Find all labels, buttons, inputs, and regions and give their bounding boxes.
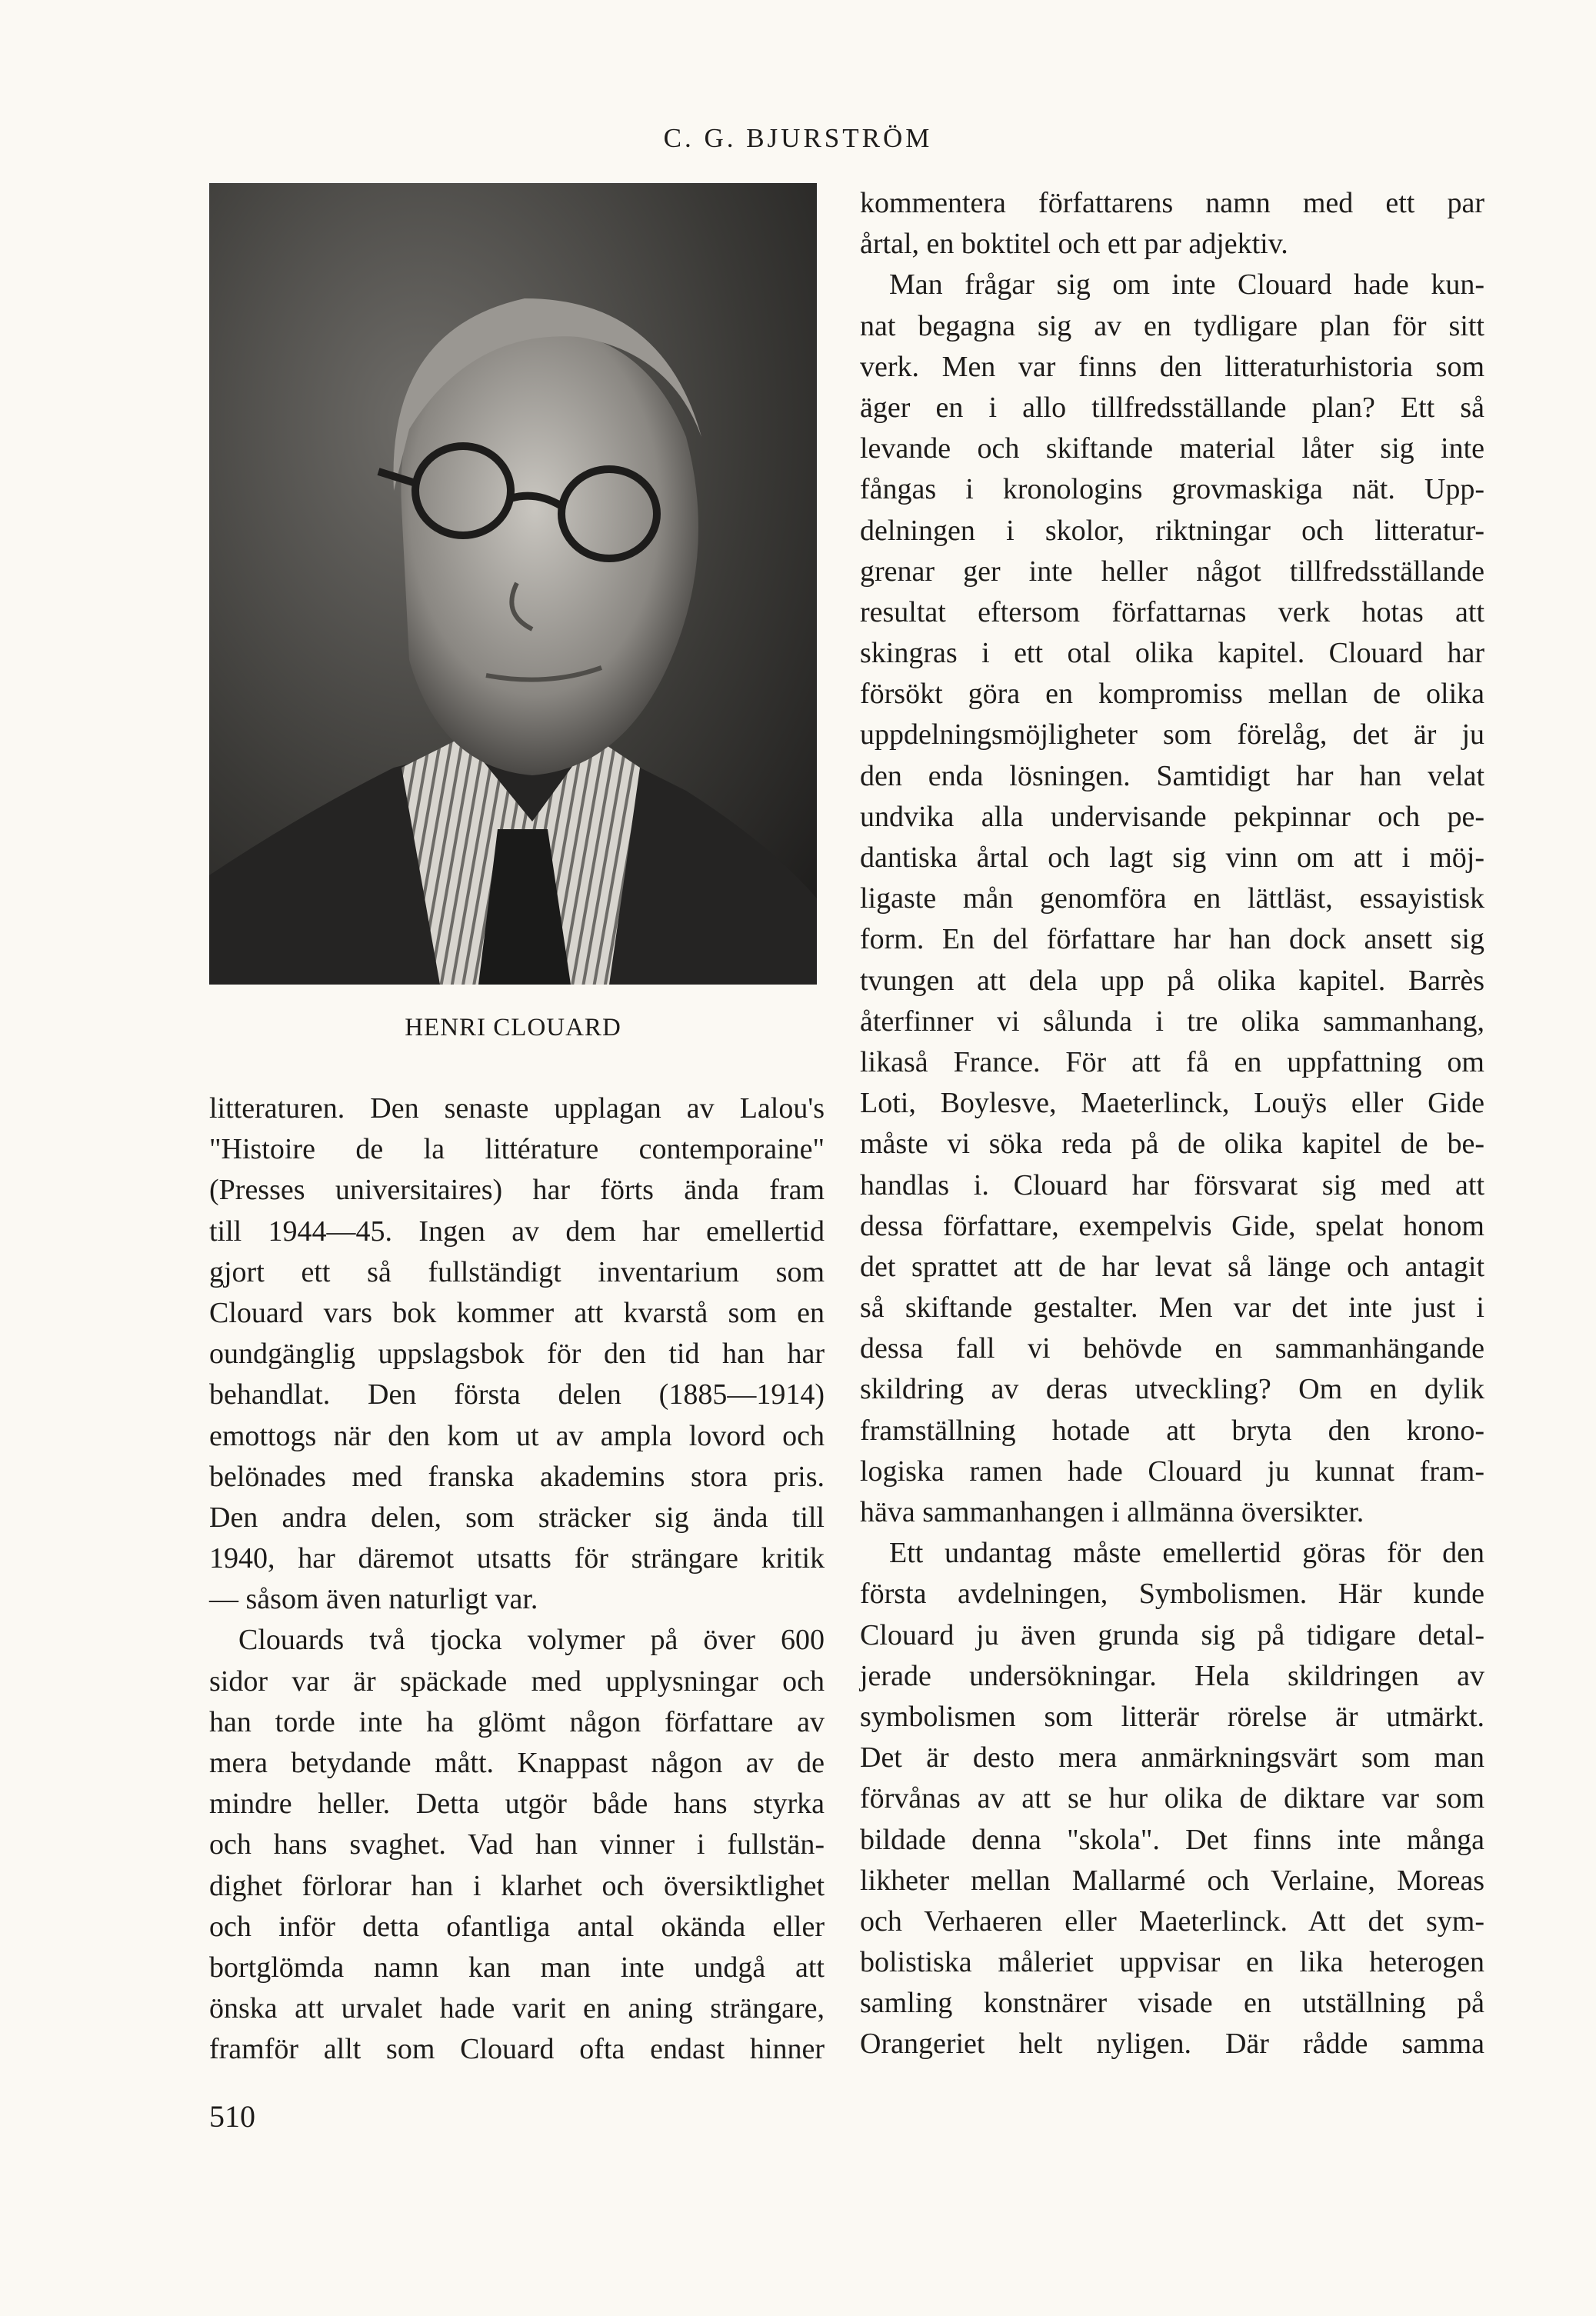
text-line: handlas i. Clouard har försvarat sig med att: [860, 1168, 1484, 1201]
text-line: emottogs när den kom ut av ampla lovord och: [209, 1419, 825, 1452]
text-line: resultat eftersom författarnas verk hotas att: [860, 595, 1484, 628]
text-line: Man frågar sig om inte Clouard hade kun-: [889, 268, 1484, 302]
text-line: skildring av deras utveckling? Om en dylik: [860, 1373, 1484, 1406]
text-line: dessa författare, exempelvis Gide, spelat honom: [860, 1209, 1484, 1242]
text-line: framför allt som Clouard ofta endast hinner: [209, 2033, 825, 2066]
text-line: grenar ger inte heller något tillfredsställande: [860, 555, 1484, 588]
text-line: mera betydande mått. Knappast någon av de: [209, 1747, 825, 1779]
text-line: form. En del författare har han dock ansett sig: [860, 923, 1484, 956]
text-line: "Histoire de la littérature contemporaine": [209, 1133, 825, 1166]
portrait-photo: [209, 183, 817, 985]
text-line: oundgänglig uppslagsbok för den tid han har: [209, 1338, 825, 1371]
text-line: till 1944—45. Ingen av dem har emellertid: [209, 1215, 825, 1248]
text-line: fångas i kronologins grovmaskiga nät. Upp-: [860, 473, 1484, 506]
text-line: likheter mellan Mallarmé och Verlaine, Moreas: [860, 1864, 1484, 1897]
text-line: det sprattet att de har levat så länge och antagit: [860, 1250, 1484, 1283]
text-line: (Presses universitaires) har förts ända fram: [209, 1174, 825, 1207]
text-line: verk. Men var finns den litteraturhistoria som: [860, 350, 1484, 383]
text-line: dighet förlorar han i klarhet och översiktlighet: [209, 1869, 825, 1902]
text-line: skingras i ett otal olika kapitel. Clouard har: [860, 637, 1484, 670]
text-line: 1940, har däremot utsatts för strängare kritik: [209, 1542, 825, 1575]
text-line: Orangeriet helt nyligen. Där rådde samma: [860, 2028, 1484, 2061]
text-line: försökt göra en kompromiss mellan de olika: [860, 678, 1484, 711]
text-line: symbolismen som litterär rörelse är utmärkt.: [860, 1700, 1484, 1733]
text-line: den enda lösningen. Samtidigt har han velat: [860, 759, 1484, 792]
text-line: nat begagna sig av en tydligare plan för sitt: [860, 309, 1484, 342]
text-line: bolistiska måleriet uppvisar en lika heterogen: [860, 1946, 1484, 1979]
text-line: Clouard ju även grunda sig på tidigare detal-: [860, 1618, 1484, 1651]
text-line: gjort ett så fullständigt inventarium som: [209, 1255, 825, 1288]
text-line: och hans svaghet. Vad han vinner i fullstän-: [209, 1828, 825, 1861]
text-line: återfinner vi sålunda i tre olika sammanhang,: [860, 1005, 1484, 1038]
text-line: ligaste mån genomföra en lättläst, essayistisk: [860, 882, 1484, 915]
text-line: levande och skiftande material låter sig inte: [860, 432, 1484, 465]
text-line: mindre heller. Detta utgör både hans styrka: [209, 1788, 825, 1821]
text-line: förvånas av att se hur olika de diktare var som: [860, 1782, 1484, 1815]
text-line: likaså France. För att få en uppfattning om: [860, 1045, 1484, 1078]
right-text-column: [860, 183, 1484, 2065]
text-line: sidor var är späckade med upplysningar och: [209, 1665, 825, 1698]
text-line: dantiska årtal och lagt sig vinn om att i möj-: [860, 841, 1484, 874]
text-line: häva sammanhangen i allmänna översikter.: [860, 1496, 1364, 1528]
text-line: kommentera författarens namn med ett par: [860, 187, 1484, 219]
text-line: han torde inte ha glömt någon författare av: [209, 1705, 825, 1738]
running-header: C. G. BJURSTRÖM: [663, 123, 933, 153]
text-line: äger en i allo tillfredsställande plan? Ett så: [860, 391, 1484, 424]
text-line: årtal, en boktitel och ett par adjektiv.: [860, 228, 1288, 261]
text-line: uppdelningsmöjligheter som förelåg, det är ju: [860, 718, 1484, 751]
text-line: så skiftande gestalter. Men var det inte just i: [860, 1291, 1484, 1325]
left-text-column: [209, 1088, 825, 2071]
text-line: framställning hotade att bryta den krono-: [860, 1414, 1484, 1447]
portrait-image: [209, 183, 817, 985]
text-line: behandlat. Den första delen (1885—1914): [209, 1378, 825, 1411]
text-line: dessa fall vi behövde en sammanhängande: [860, 1332, 1484, 1365]
text-line: bortglömda namn kan man inte undgå att: [209, 1951, 825, 1984]
text-line: litteraturen. Den senaste upplagan av Lalou's: [209, 1092, 825, 1125]
text-line: jerade undersökningar. Hela skildringen av: [860, 1659, 1484, 1692]
text-line: delningen i skolor, riktningar och litteratur-: [860, 514, 1484, 547]
text-line: — såsom även naturligt var.: [209, 1583, 538, 1616]
text-line: Clouard vars bok kommer att kvarstå som en: [209, 1296, 825, 1329]
text-line: tvungen att dela upp på olika kapitel. Barrès: [860, 964, 1484, 997]
photo-caption: HENRI CLOUARD: [405, 1014, 621, 1041]
text-line: undvika alla undervisande pekpinnar och pe-: [860, 800, 1484, 833]
text-line: logiska ramen hade Clouard ju kunnat fram-: [860, 1455, 1484, 1488]
text-line: och inför detta ofantliga antal okända eller: [209, 1910, 825, 1943]
text-line: Den andra delen, som sträcker sig ända till: [209, 1501, 825, 1534]
text-line: första avdelningen, Symbolismen. Här kunde: [860, 1578, 1484, 1611]
text-line: och Verhaeren eller Maeterlinck. Att det sym-: [860, 1904, 1484, 1938]
text-line: Loti, Boylesve, Maeterlinck, Louÿs eller Gide: [860, 1087, 1484, 1120]
text-line: Clouards två tjocka volymer på över 600: [238, 1624, 825, 1657]
text-line: bildade denna "skola". Det finns inte många: [860, 1823, 1484, 1856]
text-line: Ett undantag måste emellertid göras för den: [889, 1537, 1484, 1570]
page-number: 510: [209, 2099, 255, 2134]
text-line: belönades med franska akademins stora pris.: [209, 1460, 825, 1493]
text-line: måste vi söka reda på de olika kapitel de be-: [860, 1128, 1484, 1161]
text-line: Det är desto mera anmärkningsvärt som man: [860, 1741, 1484, 1774]
text-line: samling konstnärer visade en utställning på: [860, 1987, 1484, 2020]
text-line: önska att urvalet hade varit en aning strängare,: [209, 1992, 825, 2025]
